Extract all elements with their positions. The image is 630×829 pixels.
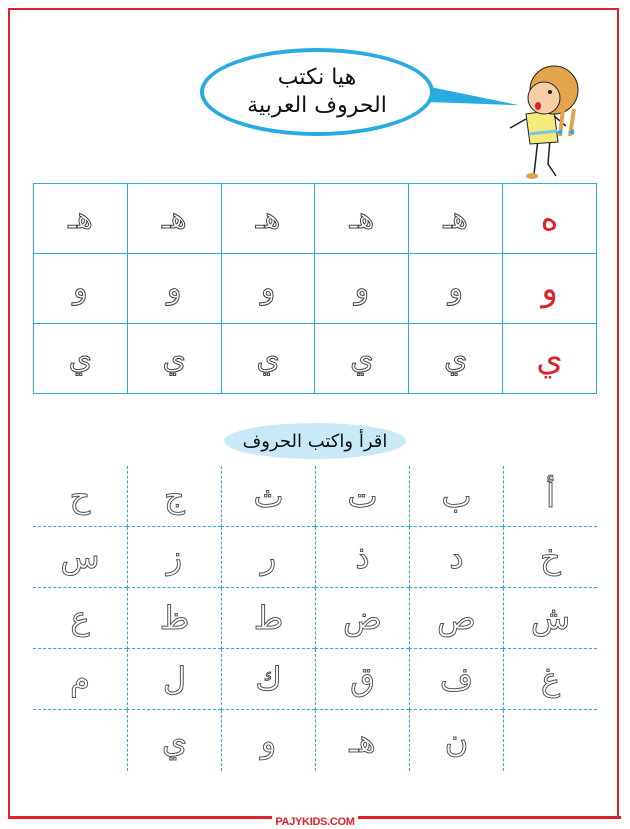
trace-letter: ي [221,324,315,394]
trace-letter: هـ [315,184,409,254]
letter-cell: د [409,527,503,588]
letter-cell: س [33,527,127,588]
letter-cell: ف [409,649,503,710]
letter-cell: ق [315,649,409,710]
model-letter: ه [503,184,597,254]
table-row [34,184,597,254]
letter-cell: ظ [127,588,221,649]
letter-cell: ت [315,466,409,527]
letter-cell: ث [221,466,315,527]
trace-letter: هـ [34,184,128,254]
letter-cell: هـ [315,710,409,771]
letter-cell: ج [127,466,221,527]
letter-cell: ن [409,710,503,771]
trace-letter: ي [127,324,221,394]
letter-cell: ح [33,466,127,527]
letter-cell: ي [127,710,221,771]
bubble-line-1: هيا نكتب [277,65,357,90]
letter-cell: أ [503,466,597,527]
model-letter: و [503,254,597,324]
trace-letter: و [409,254,503,324]
letter-cell [503,710,597,771]
trace-letter: ي [315,324,409,394]
letter-cell: ب [409,466,503,527]
girl-illustration [498,64,588,184]
letter-cell: ل [127,649,221,710]
footer [0,810,630,829]
section-title: اقرأ واكتب الحروف [224,423,406,459]
table-row [34,324,597,394]
letters-grid [33,466,597,776]
letter-cell: خ [503,527,597,588]
trace-letter: و [127,254,221,324]
letter-cell: ر [221,527,315,588]
trace-letter: هـ [127,184,221,254]
letter-cell: ص [409,588,503,649]
trace-letter: و [34,254,128,324]
letter-cell: ش [503,588,597,649]
footer-brand: PAJYKIDS.COM [272,816,357,828]
letter-cell: ك [221,649,315,710]
letter-cell: ذ [315,527,409,588]
trace-letter: و [221,254,315,324]
trace-letter: هـ [221,184,315,254]
letter-cell: ط [221,588,315,649]
tracing-table [33,183,597,394]
letter-cell [33,710,127,771]
letter-cell: م [33,649,127,710]
bubble-line-2: الحروف العربية [247,93,387,118]
letter-cell: ض [315,588,409,649]
letter-cell: غ [503,649,597,710]
letter-cell: ع [33,588,127,649]
trace-letter: هـ [409,184,503,254]
model-letter: ي [503,324,597,394]
trace-letter: ي [409,324,503,394]
speech-bubble [200,48,434,136]
trace-letter: و [315,254,409,324]
letter-cell: و [221,710,315,771]
letter-cell: ز [127,527,221,588]
trace-letter: ي [34,324,128,394]
table-row [34,254,597,324]
